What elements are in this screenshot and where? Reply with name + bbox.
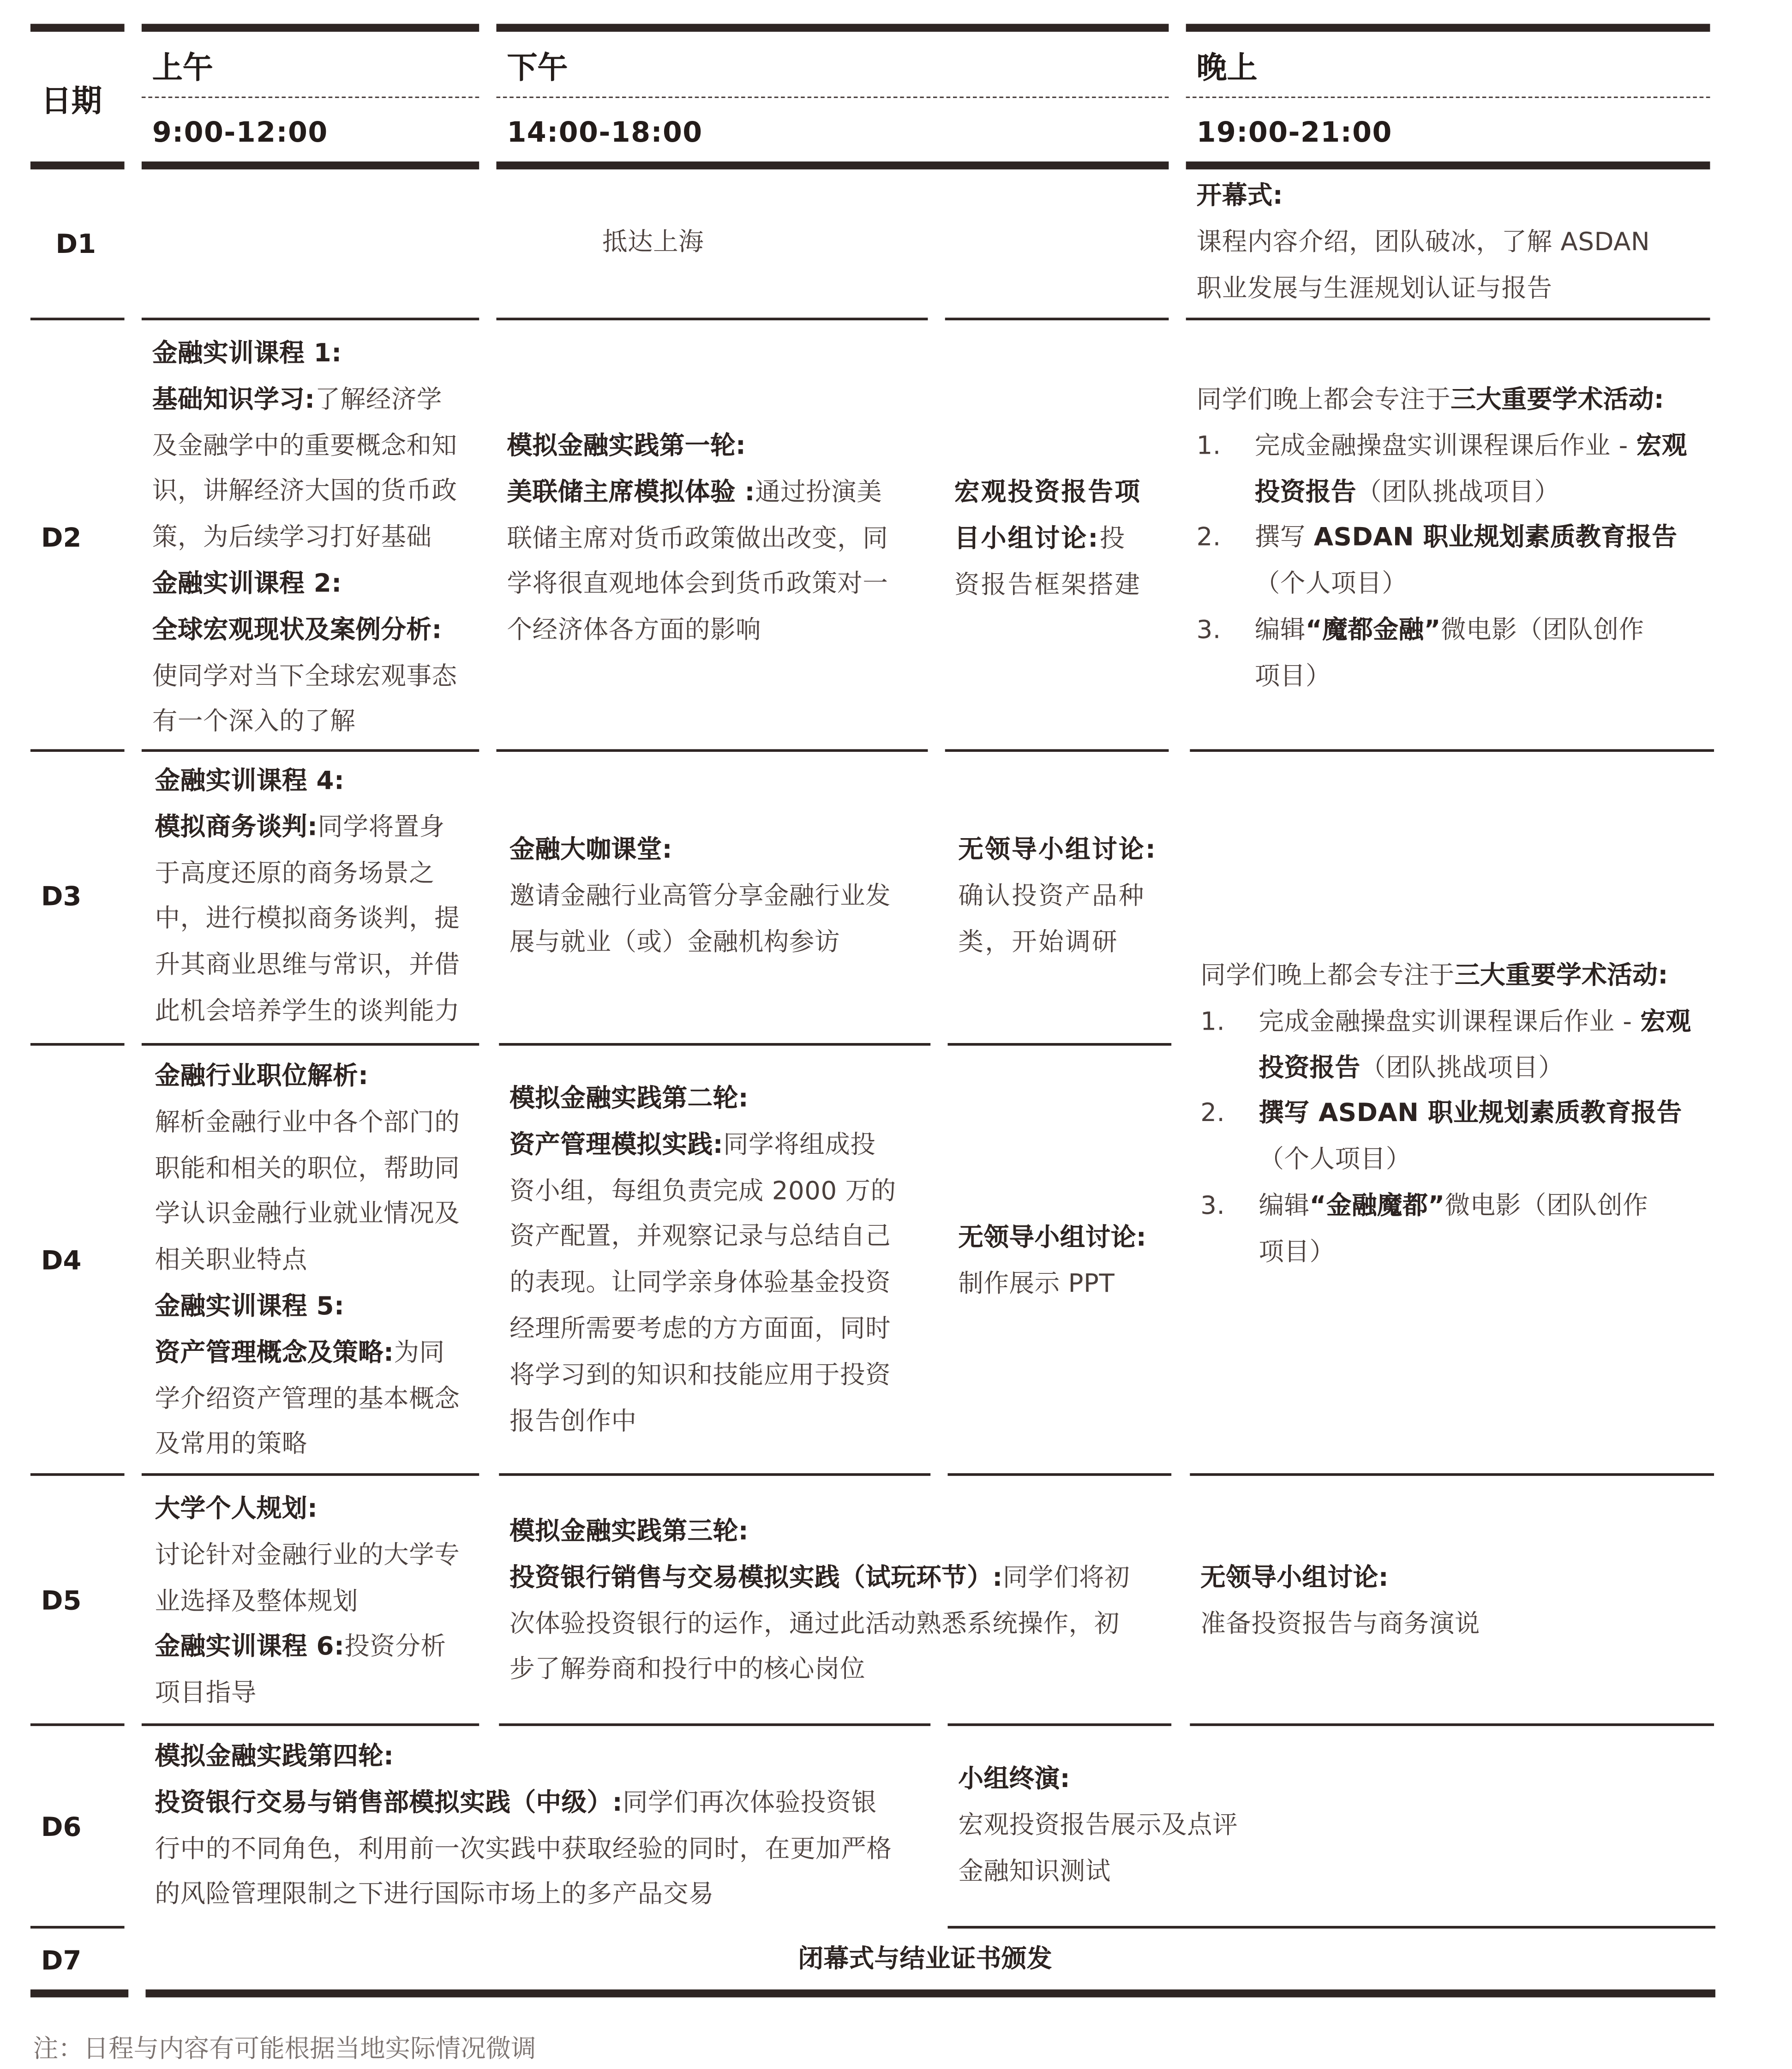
topic-text: 投 (1099, 524, 1127, 553)
row-divider (1186, 318, 1710, 320)
evening-time: 19:00-21:00 (1196, 116, 1392, 149)
d34-evening-cell (1200, 953, 1691, 1276)
d2-afternoon-cell (507, 424, 888, 654)
cell-line: 及常用的策略 (155, 1430, 307, 1459)
d3-afternoon2-cell (958, 828, 1157, 966)
row-divider (142, 318, 479, 320)
topic-title: 金融行业职位解析: (155, 1061, 369, 1091)
topic-title: 大学个人规划: (155, 1494, 318, 1524)
cell-line: 资报告框架搭建 (954, 570, 1142, 600)
topic-title: 资产管理模拟实践: (509, 1130, 724, 1159)
cell-line: 将学习到的知识和技能应用于投资 (509, 1360, 891, 1390)
d6-day-cell (155, 1734, 892, 1918)
topic-title: 资产管理概念及策略: (155, 1337, 394, 1367)
topic-title: 投资银行销售与交易模拟实践（试玩环节）: (509, 1563, 1003, 1592)
topic-text: 了解经济学 (315, 385, 442, 414)
cell-line: 行中的不同角色，利用前一次实践中获取经验的同时，在更加严格 (155, 1834, 892, 1863)
cell-line: 升其商业思维与常识，并借 (155, 950, 460, 980)
d2-morning-cell (152, 331, 457, 745)
cell-line: 业选择及整体规划 (155, 1586, 359, 1616)
cell-line: 学将很直观地体会到货币政策对一 (507, 570, 888, 599)
practice-title: 模拟金融实践第二轮: (509, 1084, 749, 1113)
date-column-header: 日期 (41, 84, 102, 120)
d1-arrival (602, 220, 704, 266)
header-bottom-rule (497, 162, 1169, 169)
item-text: （个人项目） (1259, 1145, 1411, 1175)
evening-intro-bold: 三大重要学术活动: (1450, 385, 1665, 414)
cell-line: 中，进行模拟商务谈判，提 (155, 904, 460, 934)
afternoon-time: 14:00-18:00 (507, 116, 703, 149)
day-label: D5 (41, 1584, 82, 1616)
topic-title: 小组终演: (958, 1764, 1071, 1794)
cell-line: 的风险管理限制之下进行国际市场上的多产品交易 (155, 1880, 714, 1909)
item-text: 项目） (1254, 661, 1331, 691)
cell-line: 的表现。让同学亲身体验基金投资 (509, 1268, 891, 1298)
cell-line: 类，开始调研 (958, 927, 1119, 957)
cell-line: 确认投资产品种 (958, 881, 1145, 911)
header-top-rule (1186, 24, 1710, 32)
row-divider (945, 749, 1169, 752)
item-bold: 宏观 (1636, 431, 1687, 461)
d3-afternoon-cell (509, 828, 891, 966)
course-title: 金融实训课程 4: (155, 766, 345, 796)
row-divider (499, 1473, 930, 1476)
item-number: 3. (1196, 615, 1221, 645)
day-label: D1 (55, 228, 96, 260)
topic-title: 目小组讨论: (954, 524, 1100, 553)
row-divider (30, 318, 125, 320)
row-divider (142, 749, 479, 752)
d5-afternoon-cell (509, 1509, 1130, 1693)
cell-line: 资小组，每组负责完成 2000 万的 (509, 1176, 896, 1205)
table-bottom-rule (145, 1990, 1715, 1997)
cell-line: 邀请金融行业高管分享金融行业发 (509, 881, 891, 911)
row-divider (497, 318, 928, 320)
topic-text: 同学将组成投 (723, 1130, 876, 1159)
cell-line: 职能和相关的职位，帮助同 (155, 1153, 460, 1183)
topic-title: 美联储主席模拟体验 : (507, 477, 755, 507)
afternoon-header: 下午 (507, 51, 568, 86)
header-top-rule (142, 24, 479, 32)
d7-closing (798, 1937, 1052, 1983)
row-divider (1190, 1723, 1714, 1726)
cell-line: 项目指导 (155, 1679, 257, 1708)
practice-title: 模拟金融实践第一轮: (507, 431, 746, 461)
cell-line: 学介绍资产管理的基本概念 (155, 1384, 460, 1413)
morning-time: 9:00-12:00 (152, 116, 328, 149)
row-divider (142, 1043, 479, 1046)
table-bottom-rule (30, 1990, 128, 1997)
topic-text: 通过扮演美 (755, 477, 882, 507)
cell-line: 个经济体各方面的影响 (507, 616, 761, 645)
topic-title: 基础知识学习: (152, 385, 315, 414)
header-bottom-rule (1186, 162, 1710, 169)
evening-intro: 同学们晚上都会专注于 (1196, 385, 1451, 414)
evening-intro: 同学们晚上都会专注于 (1200, 961, 1455, 990)
d4-afternoon2-cell (958, 1215, 1146, 1307)
cell-line: 准备投资报告与商务演说 (1200, 1609, 1480, 1639)
cell-line: 步了解券商和投行中的核心岗位 (509, 1655, 866, 1685)
cell-line: 联储主席对货币政策做出改变，同 (507, 523, 888, 553)
item-bold: ASDAN 职业规划素质教育报告 (1313, 523, 1678, 553)
row-divider (142, 1723, 479, 1726)
topic-title: 投资银行交易与销售部模拟实践（中级）: (155, 1788, 623, 1817)
day-label: D7 (41, 1944, 82, 1976)
row-divider (499, 1043, 930, 1046)
item-text: （团队挑战项目） (1356, 477, 1560, 507)
cell-line: 讨论针对金融行业的大学专 (155, 1540, 460, 1570)
d1-evening-line: 课程内容介绍，团队破冰，了解 ASDAN (1196, 227, 1650, 257)
cell-line: 有一个深入的了解 (152, 707, 356, 737)
d1-evening-title: 开幕式: (1196, 181, 1283, 211)
header-top-rule (30, 24, 125, 32)
day-label: D6 (41, 1811, 82, 1843)
course-title: 金融实训课程 1: (152, 339, 342, 368)
cell-line: 策，为后续学习打好基础 (152, 523, 432, 552)
cell-line: 宏观投资报告展示及点评 (958, 1810, 1238, 1840)
row-divider (30, 1473, 125, 1476)
topic-title: 全球宏观现状及案例分析: (152, 615, 442, 645)
d1-evening-cell (1197, 174, 1650, 312)
topic-text: 为同 (394, 1337, 445, 1367)
topic-title: 无领导小组讨论: (958, 1223, 1147, 1253)
row-divider (1190, 1473, 1714, 1476)
cell-line: 展与就业（或）金融机构参访 (509, 927, 840, 957)
item-number: 1. (1200, 1007, 1225, 1037)
item-text: 完成金融操盘实训课程课后作业 - (1254, 431, 1636, 461)
topic-text: 投资分析 (344, 1632, 446, 1662)
item-bold: 撰写 ASDAN 职业规划素质教育报告 (1259, 1099, 1682, 1128)
d2-afternoon2-cell (954, 470, 1142, 608)
row-divider (947, 1723, 1171, 1726)
row-divider (947, 1926, 1715, 1929)
row-divider (945, 318, 1169, 320)
day-label: D4 (41, 1244, 82, 1276)
cell-line: 相关职业特点 (155, 1246, 307, 1275)
topic-title: 金融大咖课堂: (509, 835, 672, 864)
d2-evening-cell (1197, 377, 1687, 700)
cell-line: 资产配置，并观察记录与总结自己 (509, 1222, 891, 1252)
row-divider (30, 1926, 125, 1929)
row-divider (30, 1043, 125, 1046)
day-label: D3 (41, 880, 82, 912)
day-label: D2 (41, 521, 82, 553)
cell-line: 识，讲解经济大国的货币政 (152, 477, 457, 506)
cell-line: 经理所需要考虑的方方面面，同时 (509, 1314, 891, 1343)
course-title: 金融实训课程 6: (155, 1632, 345, 1662)
d4-morning-cell (155, 1054, 460, 1468)
course-title: 金融实训课程 2: (152, 569, 342, 599)
header-divider (142, 96, 479, 98)
cell-line: 报告创作中 (509, 1406, 637, 1436)
item-text: 项目） (1259, 1237, 1335, 1267)
evening-intro-bold: 三大重要学术活动: (1454, 961, 1668, 990)
practice-title: 模拟金融实践第四轮: (155, 1742, 394, 1771)
topic-title: 模拟商务谈判: (155, 812, 318, 842)
item-bold: “金融魔都” (1309, 1191, 1445, 1221)
topic-text: 同学们将初 (1002, 1563, 1130, 1592)
topic-title: 无领导小组讨论: (1200, 1563, 1389, 1593)
course-title: 金融实训课程 5: (155, 1292, 345, 1321)
row-divider (1190, 749, 1714, 752)
cell-line: 此机会培养学生的谈判能力 (155, 996, 460, 1026)
cell-line: 使同学对当下全球宏观事态 (152, 661, 457, 690)
row-divider (30, 1723, 125, 1726)
item-text: 微电影（团队创作 (1444, 1191, 1648, 1221)
item-text: 编辑 (1259, 1191, 1310, 1221)
item-bold: 宏观 (1640, 1007, 1691, 1037)
d4-afternoon-cell (509, 1076, 896, 1445)
item-number: 2. (1196, 523, 1221, 553)
item-bold: 投资报告 (1254, 477, 1357, 507)
row-divider (947, 1043, 1171, 1046)
topic-text: 同学们再次体验投资银 (623, 1788, 877, 1817)
cell-line: 学认识金融行业就业情况及 (155, 1199, 460, 1229)
item-text: （团队挑战项目） (1360, 1053, 1564, 1082)
d1-arrival-text: 抵达上海 (602, 228, 704, 257)
row-divider (142, 1473, 479, 1476)
row-divider (30, 749, 125, 752)
cell-line: 于高度还原的商务场景之 (155, 858, 435, 888)
header-bottom-rule (30, 162, 125, 169)
item-text: 完成金融操盘实训课程课后作业 - (1259, 1007, 1641, 1037)
item-text: （个人项目） (1254, 569, 1408, 599)
row-divider (497, 749, 928, 752)
cell-line: 解析金融行业中各个部门的 (155, 1107, 460, 1137)
topic-title: 无领导小组讨论: (958, 835, 1157, 864)
item-number: 1. (1196, 431, 1221, 461)
evening-header: 晚上 (1196, 51, 1258, 86)
item-text: 撰写 (1254, 523, 1314, 553)
item-number: 2. (1200, 1099, 1225, 1128)
d1-evening-line: 职业发展与生涯规划认证与报告 (1196, 273, 1552, 303)
cell-line: 及金融学中的重要概念和知 (152, 431, 457, 460)
d6-evening-cell (958, 1757, 1238, 1895)
topic-text: 同学将置身 (318, 812, 445, 842)
item-text: 编辑 (1254, 615, 1306, 645)
footnote: 注：日程与内容有可能根据当地实际情况微调 (33, 2034, 536, 2064)
row-divider (499, 1723, 930, 1726)
d5-evening-cell (1200, 1555, 1480, 1648)
item-text: 微电影（团队创作 (1441, 615, 1644, 645)
d3-morning-cell (155, 758, 460, 1035)
header-bottom-rule (142, 162, 479, 169)
item-number: 3. (1200, 1191, 1225, 1221)
cell-line: 次体验投资银行的运作，通过此活动熟悉系统操作，初 (509, 1609, 1120, 1638)
header-divider (1186, 96, 1710, 98)
practice-title: 模拟金融实践第三轮: (509, 1517, 749, 1546)
morning-header: 上午 (152, 51, 213, 86)
row-divider (947, 1473, 1171, 1476)
topic-title: 宏观投资报告项 (954, 478, 1142, 507)
header-divider (497, 96, 1169, 98)
d5-morning-cell (155, 1487, 460, 1717)
cell-line: 制作展示 PPT (958, 1269, 1115, 1298)
cell-line: 金融知识测试 (958, 1856, 1111, 1886)
item-bold: “魔都金融” (1306, 615, 1441, 645)
item-bold: 投资报告 (1259, 1053, 1360, 1082)
closing-ceremony: 闭幕式与结业证书颁发 (798, 1944, 1053, 1974)
header-top-rule (497, 24, 1169, 32)
